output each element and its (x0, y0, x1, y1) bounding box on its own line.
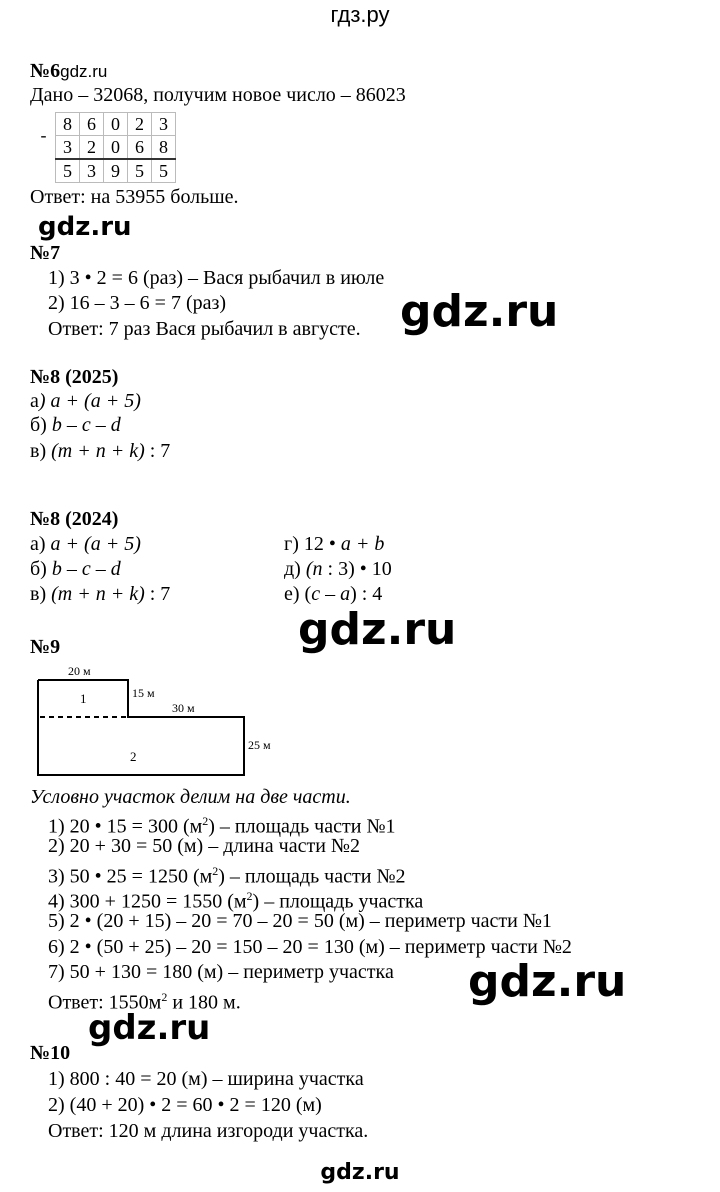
task-9-line: 7) 50 + 130 = 180 (м) – периметр участка (48, 961, 394, 983)
task-6-given: Дано – 32068, получим новое число – 86023 (30, 84, 406, 106)
digit-cell: 6 (128, 136, 152, 160)
part-1-label: 1 (80, 691, 87, 706)
task-6-answer: Ответ: на 53955 больше. (30, 186, 239, 208)
task-7-line: 1) 3 • 2 = 6 (раз) – Вася рыбачил в июле (48, 267, 385, 289)
task-10-line: 2) (40 + 20) • 2 = 60 • 2 = 120 (м) (48, 1094, 322, 1116)
table-row (32, 113, 176, 136)
task-7-title: №7 (30, 242, 61, 264)
site-header: гдз.ру (330, 2, 390, 27)
task-8-2024-item-b: б) b – c – d (30, 558, 121, 580)
digit-cell: 0 (104, 113, 128, 136)
task-9-line: 2) 20 + 30 = 50 (м) – длина части №2 (48, 835, 360, 857)
task-8-2024-item-c: в) (m + n + k) : 7 (30, 583, 171, 605)
task-8-2024-item-d: д) (n : 3) • 10 (284, 558, 392, 580)
digit-cell: 9 (104, 159, 128, 183)
task-9-line: 1) 20 • 15 = 300 $(м^2)$ – площадь части №1 (48, 814, 396, 838)
step-label: 15 м (132, 686, 155, 700)
task-8-2025-item-c: в) (m + n + k) : 7 (30, 440, 171, 462)
digit-cell: 5 (128, 159, 152, 183)
task-6-number: №6 (30, 60, 61, 82)
task-9-line: 4) 300 + 1250 = 1550 $(м^2)$ – площадь участка (48, 889, 424, 913)
task-6-title (30, 60, 107, 83)
footer-watermark: gdz.ru (320, 1160, 400, 1185)
task-9-answer: Ответ: $1550м^2$ и 180 м. (48, 990, 241, 1014)
watermark: gdz.ru (298, 604, 457, 655)
task-9-line: 6) 2 • (50 + 25) – 20 = 150 – 20 = 130 (м) – периметр части №2 (48, 936, 572, 958)
digit-cell: 8 (152, 136, 176, 160)
watermark: gdz.ru (400, 286, 559, 337)
top-label: 20 м (68, 664, 91, 678)
task-9-intro: Условно участок делим на две части. (30, 786, 351, 808)
task-8-2024-item-g: г) 12 • a + b (284, 533, 385, 555)
digit-cell: 0 (104, 136, 128, 160)
task-8-2024-item-a: а) a + (a + 5) (30, 533, 141, 555)
inline-watermark: gdz.ru (60, 62, 108, 81)
mid-label: 30 м (172, 701, 195, 715)
task-8-2025-title: №8 (2025) (30, 366, 119, 388)
digit-cell: 5 (56, 159, 80, 183)
empty-cell (32, 159, 56, 183)
minus-sign: - (40, 125, 47, 146)
watermark: gdz.ru (38, 212, 132, 242)
digit-cell: 6 (80, 113, 104, 136)
subtraction-table (32, 112, 176, 183)
plot-figure (0, 655, 300, 785)
task-10-answer: Ответ: 120 м длина изгороди участка. (48, 1120, 369, 1142)
task-9-line: 5) 2 • (20 + 15) – 20 = 70 – 20 = 50 (м) – периметр части №1 (48, 910, 552, 932)
digit-cell: 3 (152, 113, 176, 136)
digit-cell: 3 (80, 159, 104, 183)
digit-cell: 2 (128, 113, 152, 136)
task-9-line: 3) 50 • 25 = 1250 $(м^2)$ – площадь части №2 (48, 864, 406, 888)
part-2-label: 2 (130, 749, 137, 764)
digit-cell: 2 (80, 136, 104, 160)
task-9-title: №9 (30, 636, 61, 658)
task-8-2025-item-b: б) b – c – d (30, 414, 121, 436)
task-10-line: 1) 800 : 40 = 20 (м) – ширина участка (48, 1068, 364, 1090)
task-8-2024-item-e: е) (c – a) : 4 (284, 583, 383, 605)
task-8-2025-item-a: а) a + (a + 5) (30, 390, 141, 412)
digit-cell: 3 (56, 136, 80, 160)
task-7-answer: Ответ: 7 раз Вася рыбачил в августе. (48, 318, 361, 340)
digit-cell: 8 (56, 113, 80, 136)
table-row (32, 159, 176, 183)
task-8-2024-title: №8 (2024) (30, 508, 119, 530)
task-10-title: №10 (30, 1042, 71, 1064)
watermark: gdz.ru (88, 1008, 211, 1048)
right-label: 25 м (248, 738, 271, 752)
watermark: gdz.ru (468, 956, 627, 1007)
task-7-line: 2) 16 – 3 – 6 = 7 (раз) (48, 292, 227, 314)
digit-cell: 5 (152, 159, 176, 183)
